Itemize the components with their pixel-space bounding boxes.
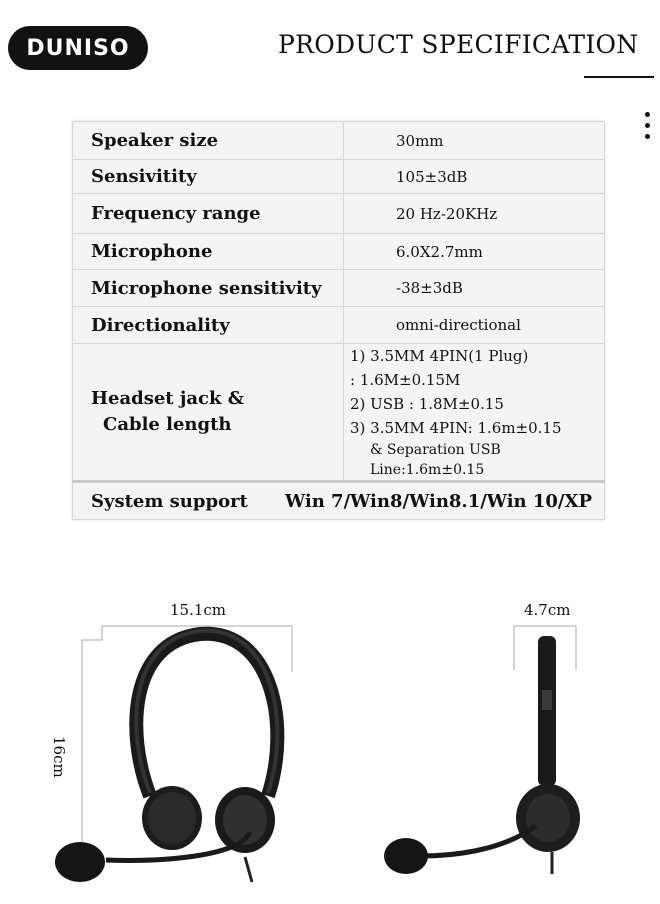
spec-value: 6.0X2.7mm: [344, 234, 605, 270]
jack-key-line2: Cable length: [103, 414, 232, 435]
spec-row-system: [73, 482, 605, 520]
spec-value: 30mm: [344, 122, 605, 160]
spec-row-speaker-size: [73, 122, 605, 160]
spec-key: Microphone: [73, 234, 344, 270]
jack-line: 2) USB : 1.8M±0.15: [350, 395, 504, 413]
more-options-icon[interactable]: [645, 112, 653, 145]
spec-row-directionality: [73, 307, 605, 344]
system-key: System support: [91, 490, 248, 512]
spec-key: Microphone sensitivity: [73, 270, 344, 307]
height-dimension-label: 16cm: [50, 736, 68, 778]
spec-key: Frequency range: [73, 194, 344, 234]
spec-row-jack: [73, 344, 605, 482]
jack-line: : 1.6M±0.15M: [350, 371, 461, 389]
jack-line: & Separation USB Line:1.6m±0.15: [370, 442, 501, 478]
spec-value: -38±3dB: [344, 270, 605, 307]
depth-dimension-label: 4.7cm: [524, 601, 571, 619]
jack-line: 3) 3.5MM 4PIN: 1.6m±0.15: [350, 419, 562, 437]
spec-row-mic-sensitivity: [73, 270, 605, 307]
jack-key-line1: Headset jack &: [91, 388, 244, 409]
spec-key: [73, 344, 344, 482]
width-dimension-label: 15.1cm: [170, 601, 227, 619]
system-value: Win 7/Win8/Win8.1/Win 10/XP: [284, 490, 593, 512]
brand-logo: DUNISO: [8, 26, 148, 70]
title-underline: [584, 76, 654, 78]
spec-value: 105±3dB: [344, 160, 605, 194]
spec-row-frequency: [73, 194, 605, 234]
spec-key: Directionality: [73, 307, 344, 344]
spec-key: Speaker size: [73, 122, 344, 160]
spec-value: [344, 344, 605, 482]
spec-key: Sensivitity: [73, 160, 344, 194]
spec-value: 20 Hz-20KHz: [344, 194, 605, 234]
spec-value: omni-directional: [344, 307, 605, 344]
spec-table: [72, 121, 605, 520]
headset-front-image: [40, 612, 310, 892]
spec-row-microphone: [73, 234, 605, 270]
jack-line: 1) 3.5MM 4PIN(1 Plug): [350, 347, 529, 365]
headset-side-image: [380, 612, 600, 892]
page-title: PRODUCT SPECIFICATION: [278, 30, 639, 59]
spec-row-sensitivity: [73, 160, 605, 194]
